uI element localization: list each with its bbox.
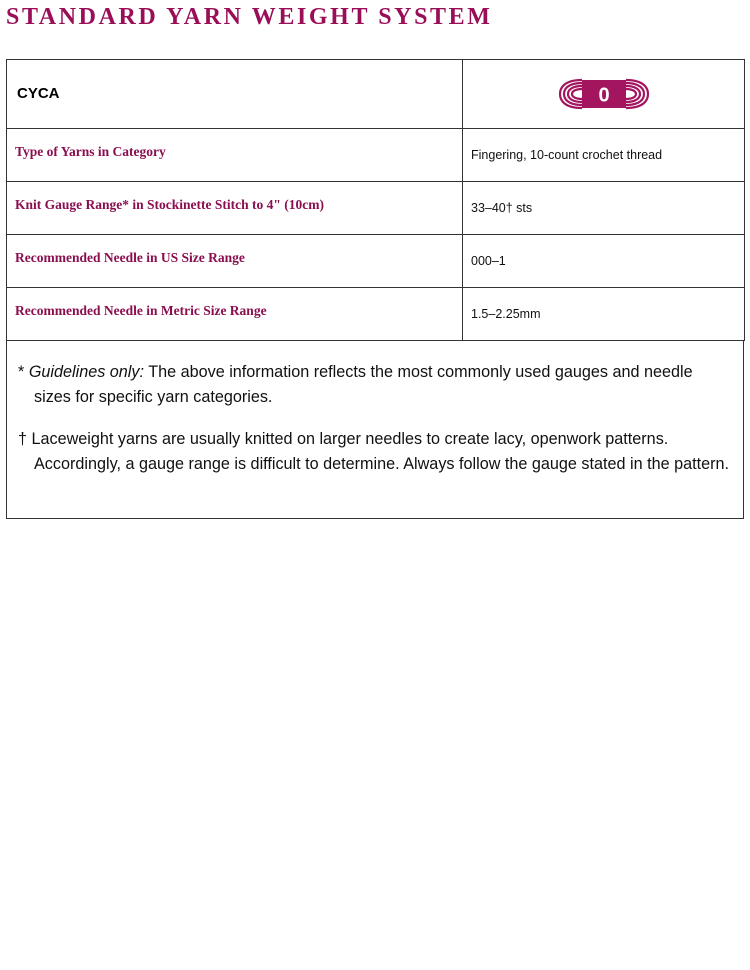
table-row [7,182,745,235]
row-label-cell [7,288,463,341]
table-row [7,288,745,341]
row-value: 1.5–2.25mm [471,307,541,321]
yarn-icon-cell [463,60,745,129]
laceweight-note [18,427,730,477]
row-label-cell [7,129,463,182]
cyca-cell [7,60,463,129]
row-value-cell [463,235,745,288]
guidelines-lead: Guidelines only: [28,363,144,381]
row-label: Knit Gauge Range* in Stockinette Stitch to 4" (10cm) [15,197,324,212]
row-label-cell [7,235,463,288]
table-header-row [7,60,745,129]
page-title: STANDARD YARN WEIGHT SYSTEM [6,4,493,30]
row-value: 000–1 [471,254,506,268]
row-label: Recommended Needle in US Size Range [15,250,245,265]
guidelines-text: The above information reflects the most commonly used gauges and needle sizes for specific yarn categories. [34,363,693,406]
asterisk-marker: * [18,363,25,381]
row-value-cell [463,288,745,341]
row-value-cell [463,182,745,235]
guidelines-note [18,360,730,410]
yarn-weight-number: 0 [597,84,610,107]
row-value: Fingering, 10-count crochet thread [471,148,663,162]
row-label-cell [7,182,463,235]
table-row [7,235,745,288]
row-value: 33–40† sts [471,201,533,215]
notes-box [6,340,744,519]
row-value-cell [463,129,745,182]
cyca-label: CYCA [17,85,60,102]
dagger-marker: † [18,430,28,448]
table-row [7,129,745,182]
yarn-skein-icon [558,74,650,114]
laceweight-text: Laceweight yarns are usually knitted on larger needles to create lacy, openwork patterns. Accordingly, a gauge range is difficult to determine. Always follow the gauge stated in the pattern. [31,430,729,473]
row-label: Type of Yarns in Category [15,144,166,159]
yarn-weight-table [6,59,745,341]
row-label: Recommended Needle in Metric Size Range [15,303,267,318]
